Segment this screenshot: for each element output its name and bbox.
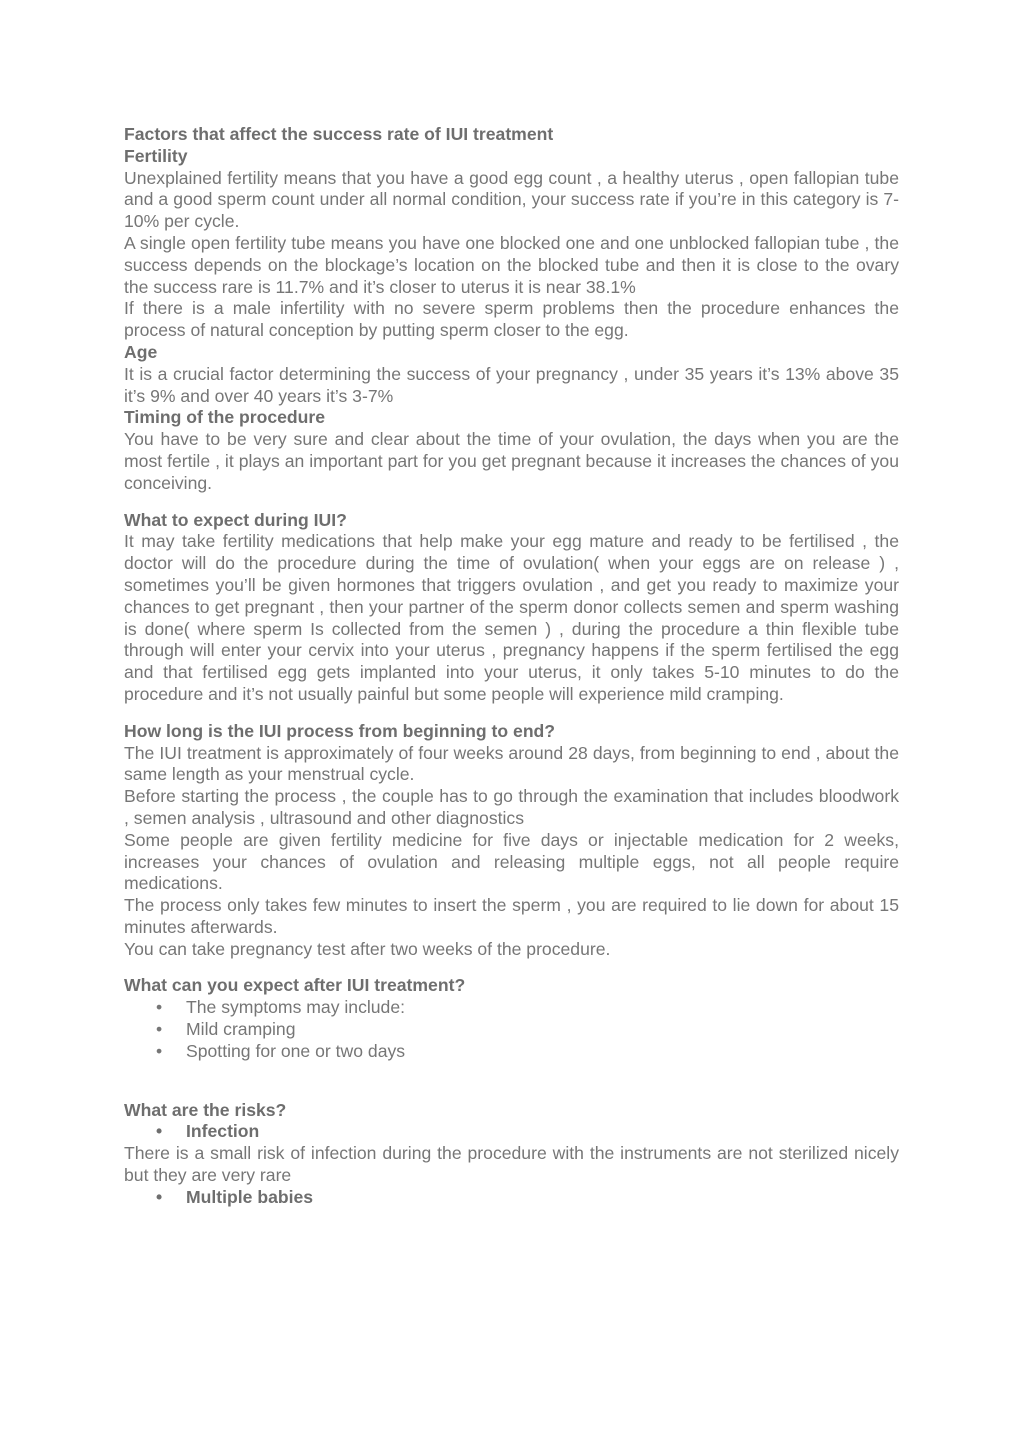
spacer [124, 495, 899, 510]
paragraph-risk-infection: There is a small risk of infection during the procedure with the instruments are not sterilized nicely but they are very rare [124, 1143, 899, 1186]
paragraph-fertility-male: If there is a male infertility with no severe sperm problems then the procedure enhances the process of natural conception by putting sperm closer to the egg. [124, 298, 899, 341]
paragraph-fertility-single-tube: A single open fertility tube means you have one blocked one and one unblocked fallopian tube , the success depends on the blockage’s location on the blocked tube and then it is close to the ovary the success rare is 11.7% and it’s closer to uterus it is near 38.1% [124, 232, 899, 297]
bullet-icon: • [156, 1040, 163, 1061]
paragraph-timing: You have to be very sure and clear about the time of your ovulation, the days when you are the most fertile , it plays an important part for you get pregnant because it increases the chances of you conceiving. [124, 429, 899, 493]
subheading-age: Age [124, 341, 158, 362]
list-item-text: Infection [186, 1121, 260, 1142]
spacer [124, 706, 899, 721]
subheading-timing: Timing of the procedure [124, 407, 326, 428]
section-title-during: What to expect during IUI? [124, 509, 347, 530]
section-title-duration: How long is the IUI process from beginning to end? [124, 720, 556, 741]
list-item-text: Spotting for one or two days [186, 1040, 406, 1061]
paragraph-duration-1: The IUI treatment is approximately of four weeks around 28 days, from beginning to end , about the same length as your menstrual cycle. [124, 742, 899, 785]
section-title-risks: What are the risks? [124, 1099, 287, 1120]
paragraph-fertility-unexplained: Unexplained fertility means that you have a good egg count , a healthy uterus , open fallopian tube and a good sperm count under all normal condition, your success rate if you’re in this category is 7-10% per cycle. [124, 167, 899, 232]
risks-list-1 [124, 1121, 899, 1143]
section-title-factors: Factors that affect the success rate of IUI treatment [124, 124, 554, 144]
spacer [124, 960, 899, 975]
risks-list-2 [124, 1187, 899, 1209]
document-page [124, 124, 899, 1209]
after-symptoms-list [124, 997, 899, 1062]
paragraph-duration-4: The process only takes few minutes to insert the sperm , you are required to lie down for about 15 minutes afterwards. [124, 895, 899, 937]
bullet-icon: • [156, 1121, 163, 1142]
list-item-text: The symptoms may include: [186, 997, 406, 1018]
paragraph-age: It is a crucial factor determining the success of your pregnancy , under 35 years it’s 13% above 35 it’s 9% and over 40 years it’s 3-7% [124, 363, 899, 406]
paragraph-during: It may take fertility medications that help make your egg mature and ready to be fertilised , the doctor will do the procedure during the time of ovulation( when your eggs are on release ) , sometimes you’ll be given hormones that triggers ovulation , and get you ready to maximize your chances to get pregnant , then your partner of the sperm donor collects semen and sperm washing is done( where sperm Is collected from the semen ) , during the procedure a thin flexible tube through will enter your cervix into your uterus , pregnancy happens if the sperm fertilised the egg and that fertilised egg gets implanted into your uterus, it only takes 5-10 minutes to do the procedure and it’s not usually painful but some people will experience mild cramping. [124, 531, 899, 704]
list-item [124, 1041, 899, 1063]
paragraph-duration-3: Some people are given fertility medicine for five days or injectable medication for 2 weeks, increases your chances of ovulation and releasing multiple eggs, not all people require medications. [124, 829, 899, 894]
section-title-after: What can you expect after IUI treatment? [124, 975, 466, 996]
paragraph-duration-2: Before starting the process , the couple has to go through the examination that includes bloodwork , semen analysis , ultrasound and other diagnostics [124, 786, 899, 828]
list-item-text: Mild cramping [186, 1019, 296, 1040]
bullet-icon: • [156, 1186, 163, 1207]
subheading-fertility: Fertility [124, 145, 188, 166]
list-item [124, 1187, 899, 1209]
bullet-icon: • [156, 997, 163, 1018]
list-item [124, 997, 899, 1019]
bullet-icon: • [156, 1019, 163, 1040]
spacer [124, 1063, 899, 1100]
paragraph-duration-5: You can take pregnancy test after two weeks of the procedure. [124, 938, 611, 959]
list-item-text: Multiple babies [186, 1186, 314, 1207]
list-item [124, 1019, 899, 1041]
list-item [124, 1121, 899, 1143]
